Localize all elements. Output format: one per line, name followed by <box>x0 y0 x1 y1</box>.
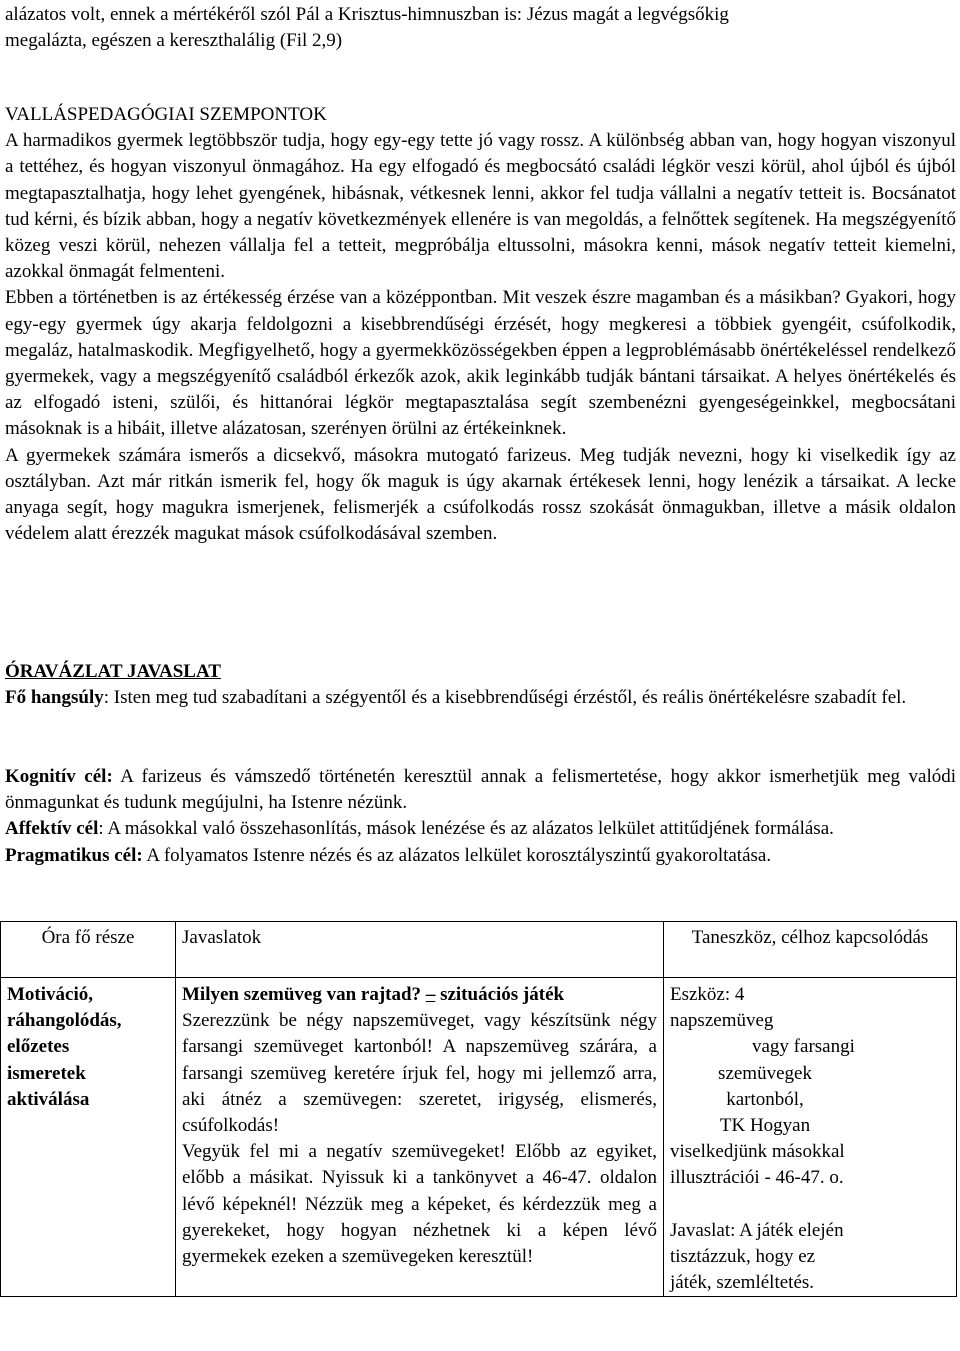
kognitiv-cel <box>5 764 956 816</box>
fo-hangsuly <box>5 685 956 711</box>
activity-paragraph: Vegyük fel mi a negatív szemüvegeket! Előbb az egyiket, előbb a másikat. Nyissuk ki a tankönyvet a 46-47. oldalon lévő képeknél! Nézzük meg a képeket, és kérdezzük meg a gyerekeket, hogy hogyan nézhetnek ki a képen lévő gyermekek ezeken a szemüvegeken keresztül! <box>182 1141 657 1268</box>
intro-line: megalázta, egészen a kereszthalálig (Fil 2,9) <box>5 30 343 52</box>
lesson-table <box>0 921 957 1297</box>
activity-title-dash: – <box>425 984 436 1005</box>
paragraph: Ebben a történetben is az értékesség érzése van a középpontban. Mit veszek észre magamban és a másikban? Gyakori, hogy egy-egy gyermek úgy akarja feldolgozni a kisebbrendűségi érzését, hogy megkeresi a többiek gyengéit, csúfolkodik, megaláz, hatalmaskodik. Megfigyelhető, hogy a gyermekközösségekben éppen a legproblémásabb önértékeléssel rendelkező gyermekek, vagy a megszégyenítő családból érkezők azok, akik leginkább tudják bántani társaikat. A helyes önértékelés és az elfogadó isteni, szülői, és hittanórai légkör megtapasztalása segít szembenézni gyengeségeinkkel, megbocsátani másoknak is a hibáit, illetve alázatosan, szerényen örülni az értékeinknek. <box>5 287 956 440</box>
kognitiv-text: A farizeus és vámszedő történetén keresztül annak a felismertetése, hogy akkor ismerhetjük meg valódi önmagunkat és tudunk megújulni, ha Istenre nézünk. <box>5 766 957 814</box>
table-header-row <box>1 922 957 978</box>
affektiv-label: Affektív cél <box>5 818 99 840</box>
tip-line: Javaslat: A játék elején <box>670 1219 844 1241</box>
row-tools-cell <box>664 978 957 1297</box>
header-taneszkoz: Taneszköz, célhoz kapcsolódás <box>664 922 957 978</box>
oravazlat-section <box>5 659 956 711</box>
tools-line: kartonból, <box>726 1088 804 1110</box>
tools-line: viselkedjünk másokkal <box>670 1141 845 1163</box>
activity-title <box>182 982 657 1008</box>
affektiv-text: : A másokkal való összehasonlítás, mások lenézése és az alázatos lelkület attitűdjének formálása. <box>98 818 834 840</box>
section-heading: VALLÁSPEDAGÓGIAI SZEMPONTOK <box>5 104 327 125</box>
part-line: előzetes <box>7 1036 70 1058</box>
pragmatikus-text: A folyamatos Istenre nézés és az alázatos lelkület korosztályszintű gyakoroltatása. <box>142 844 772 866</box>
paragraph: A harmadikos gyermek legtöbbször tudja, hogy egy-egy tette jó vagy rossz. A különbség abban van, hogy hogyan viszonyul a tettéhez, és hogyan viszonyul önmagához. Ha egy elfogadó és megbocsátó családi légkör veszi körül, ahol újból és újból megtapasztalhatja, hogy lehet gyengének, hibásnak, vétkesnek lenni, akkor fel tudja vállalni a negatív tetteit is. Bocsánatot tud kérni, és bízik abban, hogy a negatív következmények ellenére is van megoldás, a felnőttek segítenek. Ha megszégyenítő közeg veszi körül, nehezen vállalja fel a tetteit, megpróbálja eltussolni, másokra kenni, mások negatív tetteit kiemelni, azokkal önmagát felmenteni. <box>5 130 956 283</box>
table-row <box>1 978 957 1297</box>
tools-line: Eszköz: 4 <box>670 984 745 1005</box>
spacer <box>670 1192 950 1218</box>
header-javaslatok: Javaslatok <box>176 922 664 978</box>
intro-line: alázatos volt, ennek a mértékéről szól Pál a Krisztus-himnuszban is: Jézus magát a legvégsőkig <box>5 4 729 25</box>
activity-title-rest: szituációs játék <box>435 984 565 1005</box>
part-line: aktiválása <box>7 1088 90 1110</box>
intro-block <box>5 2 956 54</box>
header-ora-fo-resze: Óra fő része <box>1 922 176 978</box>
activity-title-main: Milyen szemüveg van rajtad? <box>182 984 422 1005</box>
kognitiv-label: Kognitív cél: <box>5 766 113 787</box>
tools-line: vagy farsangi <box>752 1036 855 1058</box>
fo-hangsuly-text: : Isten meg tud szabadítani a szégyentől és a kisebbrendűségi érzéstől, és reális önértékelésre szabadít fel. <box>103 687 907 709</box>
tools-line: illusztrációi - 46-47. o. <box>670 1167 844 1189</box>
paragraph: A gyermekek számára ismerős a dicsekvő, másokra mutogató farizeus. Meg tudják nevezni, hogy ki viselkedik így az osztályban. Azt már ritkán ismerik fel, hogy ők maguk is úgy akarnak értékesek lenni, hogy lenézik a társaikat. A lecke anyaga segít, hogy magukra ismerjenek, felismerjék a csúfolkodás rossz szokását önmagukban, illetve a másik oldalon védelem alatt érezzék magukat mások csúfolkodásával szemben. <box>5 444 956 545</box>
pragmatikus-cel <box>5 843 956 869</box>
tools-line: TK Hogyan <box>719 1115 811 1137</box>
tip-line: játék, szemléltetés. <box>670 1272 815 1294</box>
row-suggestions-cell <box>176 978 664 1297</box>
celok-block <box>5 764 956 869</box>
part-line: ráhangolódás, <box>7 1010 122 1032</box>
tip-line: tisztázzuk, hogy ez <box>670 1245 816 1267</box>
part-line: Motiváció, <box>7 984 94 1005</box>
activity-paragraph: Szerezzünk be négy napszemüveget, vagy készítsünk négy farsangi szemüveget kartonból! A napszemüveg szárára, a farsangi szemüveg keretére írjuk fel, hogy mi jellemző arra, aki átnéz a szemüvegen: szeretet, irigység, elismerés, csúfolkodás! <box>182 1010 657 1137</box>
tools-line: szemüvegek <box>718 1062 812 1084</box>
tools-line: napszemüveg <box>670 1010 774 1032</box>
pragmatikus-label: Pragmatikus cél: <box>5 844 143 866</box>
vallaspedagogia-section <box>5 102 956 547</box>
part-line: ismeretek <box>7 1062 86 1084</box>
affektiv-cel <box>5 816 956 842</box>
row-part-cell <box>1 978 176 1297</box>
section-heading: ÓRAVÁZLAT JAVASLAT <box>5 661 221 682</box>
fo-hangsuly-label: Fő hangsúly <box>5 687 104 709</box>
